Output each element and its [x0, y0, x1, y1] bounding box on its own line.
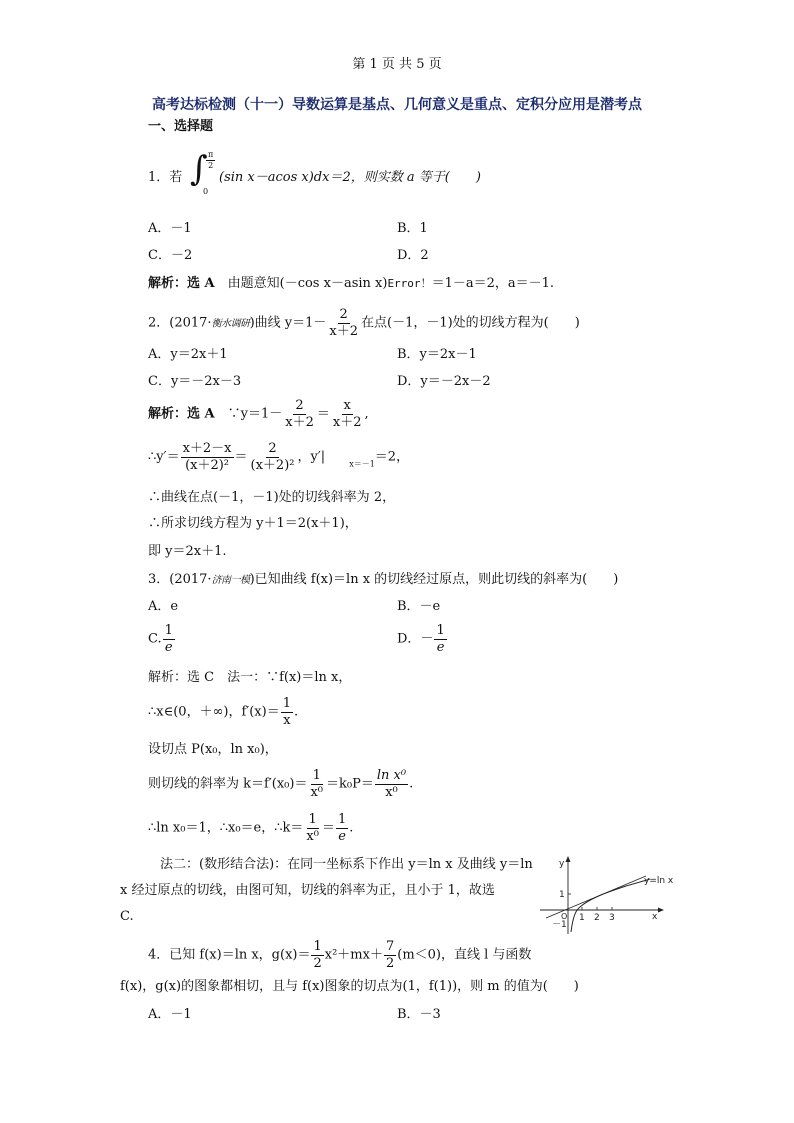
q2-option-b: B．y＝2x－1 — [397, 347, 477, 362]
q3-stem: 3．(2017·济南一模)已知曲线 f(x)＝ln x 的切线经过原点，则此切线的斜率为( ) — [148, 572, 619, 587]
q4-option-a: A．－1 — [148, 1007, 192, 1022]
q3-option-b: B．－e — [397, 599, 441, 614]
page-title: 高考达标检测（十一）导数运算是基点、几何意义是重点、定积分应用是潜考点 — [152, 97, 642, 113]
x-tick-label-1: 1 — [579, 913, 585, 923]
q1-solution — [148, 277, 554, 290]
y-tick-label-1: 1 — [559, 890, 565, 900]
q1-stem — [148, 171, 182, 184]
q1-solution-error: Error！ — [387, 277, 432, 290]
q1-option-c: C．－2 — [148, 248, 193, 263]
q3-method2-line-1: 法二：(数形结合法)：在同一坐标系下作出 y＝ln x 及曲线 y＝ln — [160, 857, 533, 872]
integral-sign: ∫ — [190, 149, 208, 189]
q1-option-a: A．－1 — [148, 221, 192, 236]
q1-option-b: B．1 — [397, 221, 428, 236]
q4-option-b: B．－3 — [397, 1007, 441, 1022]
q1-integrand: (sin x－acos x)dx＝2，则实数 a 等于( ) — [219, 170, 481, 185]
q1-number: 1．若 — [148, 170, 183, 185]
q3-solution-line-1: 解析：选 C 法一：∵f(x)＝ln x， — [148, 670, 352, 685]
q3-solution-line-5: ∴ln x₀＝1，∴x₀＝e，∴k＝ $\frac{1}{\text{x⁰}}$ ＝ $\frac{1}{e}$ . — [148, 812, 354, 844]
q3-option-c: C. $\frac{1}{e}$ — [148, 623, 173, 655]
q2-solution-line-3: ∴曲线在点(－1，－1)处的切线斜率为 2， — [148, 490, 396, 505]
q4-stem-line-1: 4．已知 f(x)＝ln x，g(x)＝ $\frac{1}{2}$ x²＋mx＋ $\frac{7}{2}$ (m＜0)，直线 l 与函数 — [148, 939, 532, 971]
y-axis-label: y — [559, 859, 565, 869]
q3-method2-line-3: C. — [120, 909, 134, 924]
origin-label: O — [561, 912, 568, 921]
q1-option-d: D．2 — [397, 248, 429, 263]
q4-stem-line-2: f(x)，g(x)的图象都相切，且与 f(x)图象的切点为(1，f(1))，则 m 的值为( ) — [120, 979, 579, 994]
q3-solution-line-2: ∴x∈(0，＋∞)，f′(x)＝ $\frac{1}{x}$ . — [148, 696, 299, 728]
q3-solution-line-3: 设切点 P(x₀，ln x₀)， — [148, 742, 278, 757]
q2-solution-line-2: ∴y′＝ $\frac{x+2-x}{\text{(x＋2)²}}$ ＝ $\frac{2}{\text{(x＋2)²}}$ ，y′| $_{x=-1}$＝2， — [148, 441, 410, 473]
x-tick-label-3: 3 — [609, 913, 615, 923]
integral-upper-limit: $\frac{\pi}{2}$ — [208, 150, 214, 171]
q3-option-d: D．－ $\frac{1}{e}$ — [397, 623, 445, 655]
q2-option-d: D．y＝－2x－2 — [397, 374, 491, 389]
q3-option-a: A．e — [148, 599, 179, 614]
y-tick-label-minus-1: －1 — [552, 920, 567, 930]
ln-curve — [571, 879, 650, 932]
y-axis-arrow-icon — [566, 856, 571, 862]
q1-solution-text: 由题意知(－cos x－asin x) — [214, 276, 388, 291]
q2-source: 衡水调研 — [211, 318, 250, 330]
ln-tangent-graph — [538, 852, 678, 936]
q2-option-a: A．y＝2x＋1 — [148, 347, 228, 362]
q3-source: 济南一模 — [211, 575, 250, 586]
section-heading: 一、选择题 — [148, 119, 214, 134]
q1-solution-label: 解析：选 A — [148, 276, 215, 291]
integral-lower-limit: 0 — [203, 187, 209, 196]
q2-stem: 2．(2017·衡水调研)曲线 y＝1－ $\frac{2}{x+2}$ 在点(－1，－1)处的切线方程为( ) — [148, 307, 580, 339]
q1-solution-tail: ＝1－a＝2，a＝－1. — [431, 276, 555, 291]
x-axis-label: x — [652, 912, 658, 922]
page-indicator: 第 1 页 共 5 页 — [352, 57, 442, 72]
q3-solution-line-4: 则切线的斜率为 k＝f′(x₀)＝ $\frac{1}{\text{x⁰}}$ ＝k₀P＝ $\frac{\text{ln x⁰}}{\text{x⁰}}$ . — [148, 768, 414, 800]
q2-solution-line-5: 即 y＝2x＋1. — [148, 544, 227, 559]
q2-solution-line-1: 解析：选 A ∵y＝1－ $\frac{2}{x+2}$ ＝ $\frac{x}{x+2}$ , — [148, 398, 369, 430]
q2-solution-line-4: ∴所求切线方程为 y＋1＝2(x＋1)， — [148, 516, 358, 531]
x-axis-arrow-icon — [658, 908, 664, 913]
q3-method2-line-2: x 经过原点的切线，由图可知，切线的斜率为正，且小于 1，故选 — [120, 883, 495, 898]
x-tick-label-2: 2 — [594, 913, 600, 923]
curve-label: y=ln x — [644, 876, 674, 886]
q2-option-c: C．y＝－2x－3 — [148, 374, 242, 389]
